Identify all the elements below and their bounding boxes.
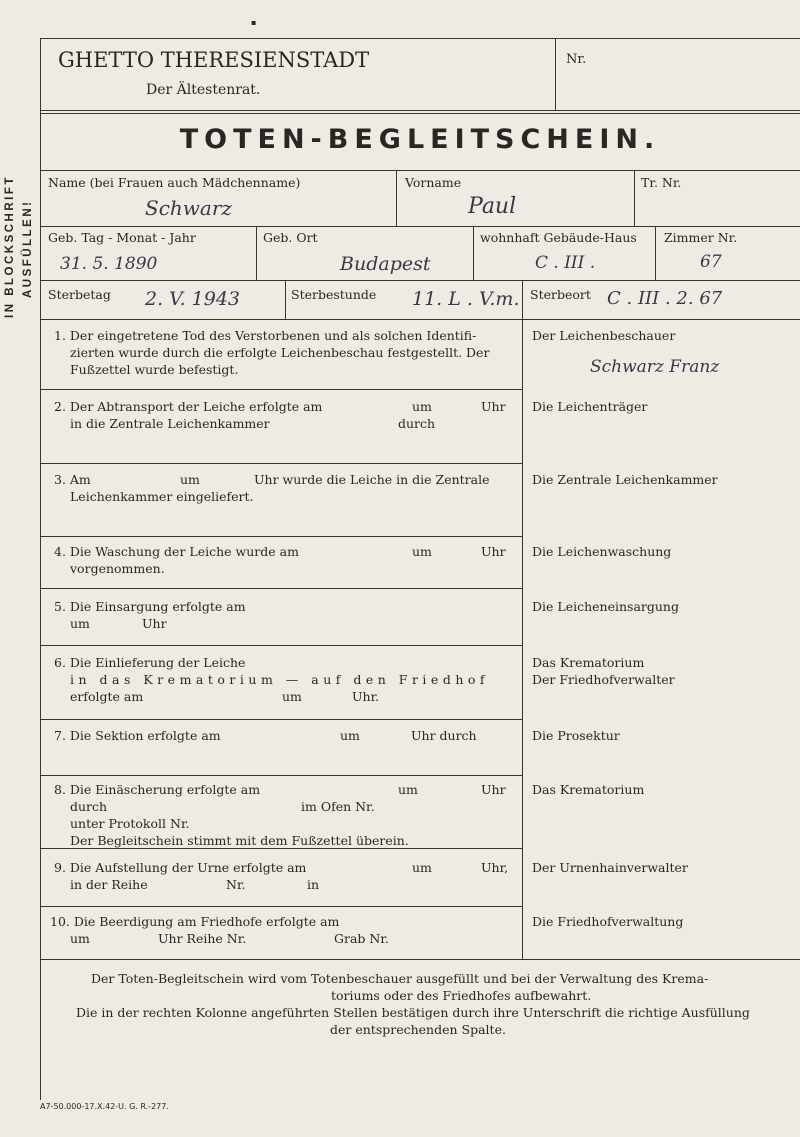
section-6-uhr: Uhr. <box>352 689 380 704</box>
name-label: Name (bei Frauen auch Mädchenname) <box>48 175 301 190</box>
section-8-line-4: Der Begleitschein stimmt mit dem Fußzettel überein. <box>70 833 409 848</box>
section-2-uhr: Uhr <box>481 399 506 414</box>
zimmer-label: Zimmer Nr. <box>664 230 738 245</box>
section-8-uhr: Uhr <box>481 782 506 797</box>
death-divider-2 <box>522 280 523 319</box>
top-border <box>40 38 800 39</box>
section-5-bottom <box>40 645 522 646</box>
section-9-nr: Nr. <box>226 877 246 892</box>
birth-divider-3 <box>655 226 656 280</box>
nr-label: Nr. <box>566 52 587 67</box>
form-title: TOTEN-BEGLEITSCHEIN. <box>179 124 661 155</box>
header-divider <box>555 38 556 110</box>
name-row-top <box>40 170 800 171</box>
section-3-right: Die Zentrale Leichenkammer <box>532 472 718 487</box>
section-1-line-2: zierten wurde durch die erfolgte Leichenbeschau festgestellt. Der <box>70 345 490 360</box>
section-5-line-1: 5. Die Einsargung erfolgte am <box>54 599 246 614</box>
vorname-value: Paul <box>468 194 517 219</box>
death-row-bottom <box>40 319 800 320</box>
section-1-right: Der Leichenbeschauer <box>532 328 676 343</box>
footer-line-2: toriums oder des Friedhofes aufbewahrt. <box>331 988 592 1003</box>
section-1-signature: Schwarz Franz <box>590 357 720 377</box>
section-10-line-2: um <box>70 931 90 946</box>
section-10-line-1: 10. Die Beerdigung am Friedhofe erfolgte am <box>50 914 340 929</box>
section-10-uhr-reihe: Uhr Reihe Nr. <box>158 931 247 946</box>
section-4-bottom <box>40 588 522 589</box>
section-4-line-1: 4. Die Waschung der Leiche wurde am <box>54 544 299 559</box>
birth-row-bottom <box>40 280 800 281</box>
section-2-right: Die Leichenträger <box>532 399 648 414</box>
zimmer-value: 67 <box>700 252 722 272</box>
sterbetag-label: Sterbetag <box>48 287 111 302</box>
section-4-right: Die Leichenwaschung <box>532 544 672 559</box>
section-4-line-2: vorgenommen. <box>70 561 165 576</box>
section-6-right: Das Krematorium <box>532 655 645 670</box>
section-7-um: um <box>340 728 360 743</box>
section-6-bottom <box>40 719 522 720</box>
section-7-uhr: Uhr durch <box>411 728 477 743</box>
section-1-line-3: Fußzettel wurde befestigt. <box>70 362 239 377</box>
section-3-bottom <box>40 536 522 537</box>
ghetto-title: GHETTO THERESIENSTADT <box>58 48 370 72</box>
section-2-bottom <box>40 463 522 464</box>
section-9-uhr: Uhr, <box>481 860 509 875</box>
gebort-value: Budapest <box>340 253 431 275</box>
section-7-bottom <box>40 775 522 776</box>
section-10-right: Die Friedhofverwaltung <box>532 914 684 929</box>
section-3-um: um <box>180 472 200 487</box>
name-row-bottom <box>40 226 800 227</box>
wohnhaft-value: C . III . <box>535 253 596 273</box>
wohnhaft-label: wohnhaft Gebäude-Haus <box>480 230 637 245</box>
section-10-bottom <box>40 959 800 960</box>
section-4-um: um <box>412 544 432 559</box>
geb-label: Geb. Tag - Monat - Jahr <box>48 230 196 245</box>
section-9-in: in <box>307 877 320 892</box>
section-3-line-2: Leichenkammer eingeliefert. <box>70 489 254 504</box>
section-8-ofen: im Ofen Nr. <box>301 799 375 814</box>
section-2-durch: durch <box>398 416 436 431</box>
header-bottom-rule-1 <box>40 110 800 111</box>
section-3-uhr: Uhr wurde die Leiche in die Zentrale <box>254 472 490 487</box>
section-2-um: um <box>412 399 432 414</box>
footer-line-3: Die in der rechten Kolonne angeführten Stellen bestätigen durch ihre Unterschrift die richtige Ausfüllung <box>76 1005 750 1020</box>
section-3-line-1: 3. Am <box>54 472 91 487</box>
section-10-grab: Grab Nr. <box>334 931 389 946</box>
side-instruction-line2: AUSFÜLLEN! <box>22 199 34 298</box>
death-divider-1 <box>285 280 286 319</box>
section-9-line-1: 9. Die Aufstellung der Urne erfolgte am <box>54 860 307 875</box>
section-9-bottom <box>40 906 522 907</box>
section-6-line-2: in das Krematorium — auf den Friedhof <box>70 672 490 687</box>
name-value: Schwarz <box>145 196 232 220</box>
section-9-line-2: in der Reihe <box>70 877 148 892</box>
birth-divider-1 <box>256 226 257 280</box>
section-5-line-2: um <box>70 616 90 631</box>
section-7-line-1: 7. Die Sektion erfolgte am <box>54 728 221 743</box>
side-instruction-line1: IN BLOCKSCHRIFT <box>4 175 16 318</box>
trnr-label: Tr. Nr. <box>641 175 682 190</box>
section-1-line-1: 1. Der eingetretene Tod des Verstorbenen und als solchen Identifi- <box>54 328 477 343</box>
section-1-bottom <box>40 389 522 390</box>
sterbestunde-value: 11. L . V.m. <box>412 288 520 310</box>
footer-line-1: Der Toten-Begleitschein wird vom Totenbeschauer ausgefüllt und bei der Verwaltung des Krema- <box>91 971 709 986</box>
section-9-right: Der Urnenhainverwalter <box>532 860 688 875</box>
section-5-uhr: Uhr <box>142 616 167 631</box>
print-code: A7-50.000-17.X.42-U. G. R.-277. <box>40 1102 169 1111</box>
geb-value: 31. 5. 1890 <box>60 254 158 274</box>
birth-divider-2 <box>473 226 474 280</box>
section-6-um: um <box>282 689 302 704</box>
sterbetag-value: 2. V. 1943 <box>145 288 240 310</box>
section-column-divider <box>522 319 523 959</box>
section-8-line-3: unter Protokoll Nr. <box>70 816 190 831</box>
section-9-um: um <box>412 860 432 875</box>
footer-line-4: der entsprechenden Spalte. <box>330 1022 506 1037</box>
section-6-line-3: erfolgte am <box>70 689 144 704</box>
header-bottom-rule-2 <box>40 113 800 114</box>
section-6-line-1: 6. Die Einlieferung der Leiche <box>54 655 246 670</box>
council-subtitle: Der Ältestenrat. <box>146 82 261 98</box>
section-2-line-1: 2. Der Abtransport der Leiche erfolgte am <box>54 399 323 414</box>
gebort-label: Geb. Ort <box>263 230 318 245</box>
name-divider-1 <box>396 170 397 226</box>
section-5-right: Die Leicheneinsargung <box>532 599 679 614</box>
sterbestunde-label: Sterbestunde <box>291 287 377 302</box>
section-8-line-1: 8. Die Einäscherung erfolgte am <box>54 782 261 797</box>
sterbeort-value: C . III . 2. 67 <box>607 288 723 309</box>
section-4-uhr: Uhr <box>481 544 506 559</box>
section-7-right: Die Prosektur <box>532 728 620 743</box>
sterbeort-label: Sterbeort <box>530 287 591 302</box>
section-6-right-2: Der Friedhofverwalter <box>532 672 675 687</box>
section-8-um: um <box>398 782 418 797</box>
name-divider-2 <box>634 170 635 226</box>
vorname-label: Vorname <box>405 175 462 190</box>
section-2-line-2: in die Zentrale Leichenkammer <box>70 416 270 431</box>
left-border <box>40 38 41 1100</box>
top-dot: ▪ <box>251 18 257 27</box>
section-8-right: Das Krematorium <box>532 782 645 797</box>
section-8-line-2: durch <box>70 799 108 814</box>
